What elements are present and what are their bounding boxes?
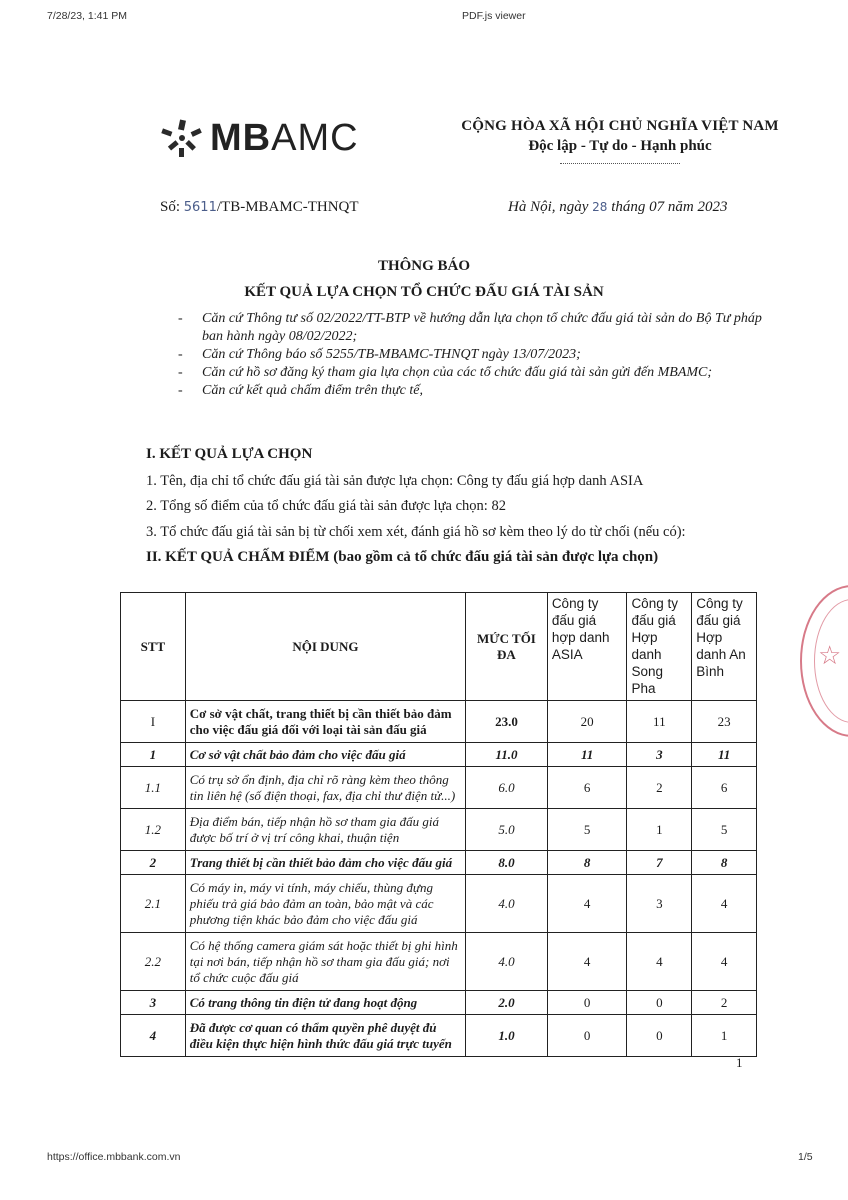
national-motto [430,118,810,164]
legal-basis-item: - Căn cứ kết quả chấm điểm trên thực tế, [178,382,778,400]
table-row: 2 Trang thiết bị cần thiết bảo đảm cho việc đấu giá 8.0 8 7 8 [121,851,757,875]
motto-underline [560,163,680,164]
legal-basis-item: - Căn cứ Thông báo số 5255/TB-MBAMC-THNQT ngày 13/07/2023; [178,346,778,364]
nation-motto: Độc lập - Tự do - Hạnh phúc [528,138,712,154]
selected-org: 1. Tên, địa chỉ tổ chức đấu giá tài sản được lựa chọn: Công ty đấu giá hợp danh ASIA [146,473,644,489]
mbamc-star-icon [160,118,204,158]
legal-basis-list [178,310,778,400]
handwritten-number: 5611 [183,200,217,215]
red-seal-stamp [800,585,848,737]
col-asia: Công ty đấu giá hợp danh ASIA [547,593,627,701]
mbamc-logo [160,118,359,158]
col-an-binh: Công ty đấu giá Hợp danh An Bình [692,593,757,701]
table-row: 2.1 Có máy in, máy vi tính, máy chiếu, thùng đựng phiếu trả giá bảo đảm an toàn, bảo mật và các phương tiện khác bảo đảm cho việc đấu giá 4.0 4 3 4 [121,875,757,933]
logo-text: MBAMC [210,117,359,159]
star-icon: ☆ [818,641,842,670]
rejected-orgs: 3. Tổ chức đấu giá tài sản bị từ chối xem xét, đánh giá hồ sơ kèm theo lý do từ chối (nếu có): [146,524,686,540]
handwritten-day: 28 [592,200,608,214]
table-row: 1 Cơ sở vật chất bảo đảm cho việc đấu giá 11.0 11 3 11 [121,743,757,767]
legal-basis-item: - Căn cứ hồ sơ đăng ký tham gia lựa chọn của các tổ chức đấu giá tài sản gửi đến MBAMC; [178,364,778,382]
legal-basis-item: - Căn cứ Thông tư số 02/2022/TT-BTP về hướng dẫn lựa chọn tổ chức đấu giá tài sản do Bộ Tư pháp ban hành ngày 08/02/2022; [178,310,778,346]
table-row: 1.1 Có trụ sở ổn định, địa chỉ rõ ràng kèm theo thông tin liên hệ (số điện thoại, fax, địa chỉ thư điện tử...) 6.0 6 2 6 [121,767,757,809]
table-header-row [121,593,757,701]
table-row: 4 Đã được cơ quan có thẩm quyền phê duyệt đủ điều kiện thực hiện hình thức đấu giá trực tuyến 1.0 0 0 1 [121,1015,757,1057]
print-datetime: 7/28/23, 1:41 PM [47,10,127,22]
document-number: Số: 5611/TB-MBAMC-THNQT [160,199,359,215]
notice-title: THÔNG BÁO [377,258,471,274]
print-title: PDF.js viewer [462,10,526,22]
place-date: Hà Nội, ngày 28 tháng 07 năm 2023 [508,199,728,215]
page-number: 1 [736,1055,743,1070]
section-1-heading: I. KẾT QUẢ LỰA CHỌN [146,446,313,462]
col-content: NỘI DUNG [185,593,465,701]
nation-name: CỘNG HÒA XÃ HỘI CHỦ NGHĨA VIỆT NAM [461,118,779,134]
col-song-pha: Công ty đấu giá Hợp danh Song Pha [627,593,692,701]
notice-subtitle: KẾT QUẢ LỰA CHỌN TỔ CHỨC ĐẤU GIÁ TÀI SẢN [244,284,604,300]
score-table [120,592,757,1057]
col-stt: STT [121,593,186,701]
selected-score: 2. Tổng số điểm của tổ chức đấu giá tài sản được lựa chọn: 82 [146,498,506,514]
table-row: I Cơ sở vật chất, trang thiết bị cần thiết bảo đảm cho việc đấu giá đối với loại tài sản đấu giá 23.0 20 11 23 [121,701,757,743]
print-page-count: 1/5 [798,1151,813,1163]
section-2-heading: II. KẾT QUẢ CHẤM ĐIỂM (bao gồm cả tổ chức đấu giá tài sản được lựa chọn) [146,549,659,565]
col-max: MỨC TỐI ĐA [466,593,548,701]
table-row: 3 Có trang thông tin điện tử đang hoạt động 2.0 0 0 2 [121,991,757,1015]
print-url: https://office.mbbank.com.vn [47,1151,181,1163]
table-row: 2.2 Có hệ thống camera giám sát hoặc thiết bị ghi hình tại nơi bán, tiếp nhận hồ sơ tham gia đấu giá; nơi tổ chức cuộc đấu giá 4.0 4 4 4 [121,933,757,991]
table-row: 1.2 Địa điểm bán, tiếp nhận hồ sơ tham gia đấu giá được bố trí ở vị trí công khai, thuận tiện 5.0 5 1 5 [121,809,757,851]
